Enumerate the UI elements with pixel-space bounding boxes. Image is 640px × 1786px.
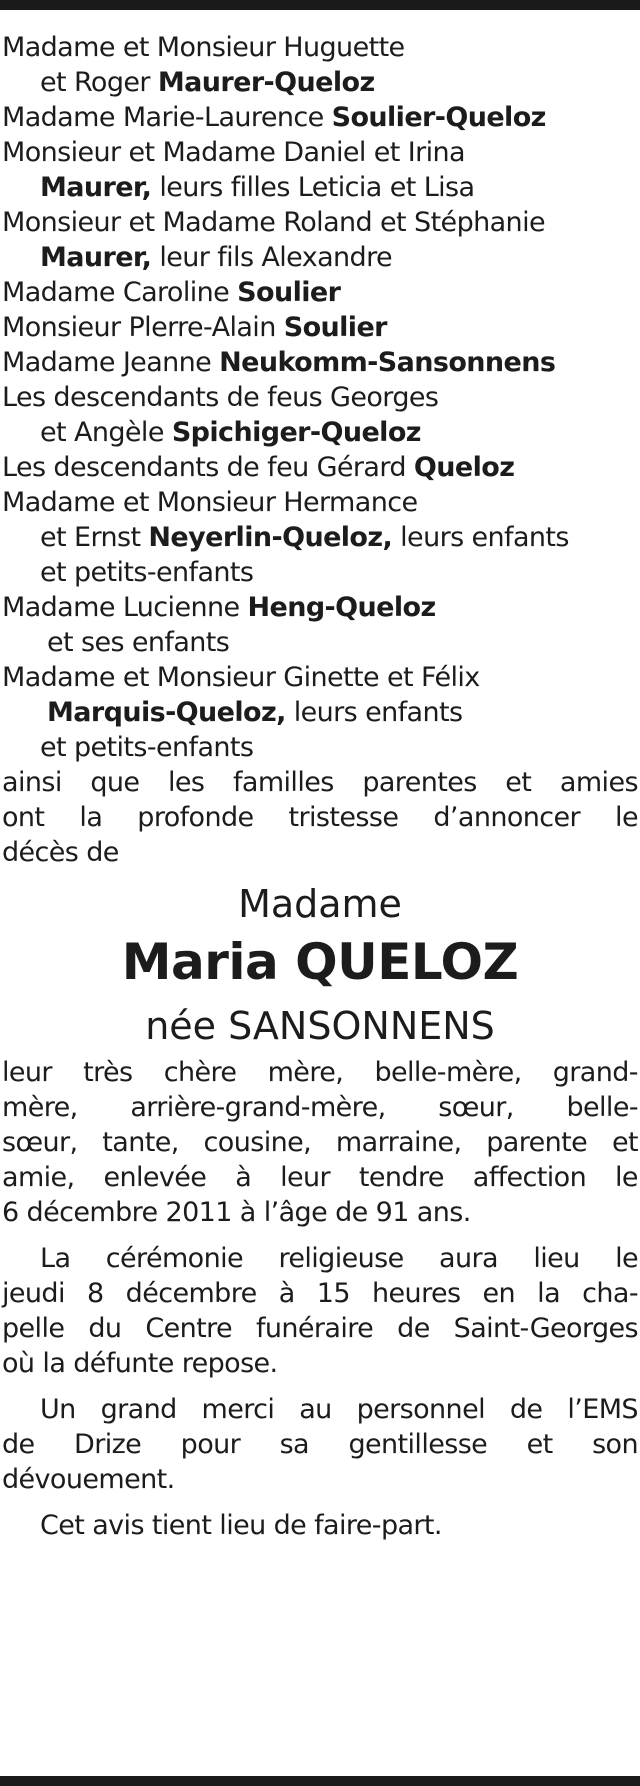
paragraph-line: leur très chère mère, belle-mère, grand- — [2, 1057, 638, 1088]
paragraph-line: La cérémonie religieuse aura lieu le — [40, 1243, 638, 1274]
top-rule — [0, 0, 640, 10]
family-line: Marquis-Queloz, leurs enfants — [47, 697, 463, 728]
deceased-maiden-name: née SANSONNENS — [145, 1004, 495, 1048]
family-line: Monsieur et Madame Roland et Stéphanie — [2, 207, 545, 238]
family-line: et petits-enfants — [40, 732, 254, 763]
announce-line: ont la profonde tristesse d’annoncer le — [2, 802, 638, 833]
family-line: Les descendants de feus Georges — [2, 382, 439, 413]
family-line: Maurer, leurs filles Leticia et Lisa — [40, 172, 475, 203]
family-line: Madame et Monsieur Hermance — [2, 487, 418, 518]
paragraph-line: où la défunte repose. — [2, 1348, 278, 1379]
deceased-name: Maria QUELOZ — [121, 933, 519, 991]
family-line: et Ernst Neyerlin-Queloz, leurs enfants — [40, 522, 569, 553]
family-line: Madame Lucienne Heng-Queloz — [2, 592, 436, 623]
family-line: Madame Caroline Soulier — [2, 277, 341, 308]
paragraph-line: Un grand merci au personnel de l’EMS — [40, 1394, 638, 1425]
family-line: Les descendants de feu Gérard Queloz — [2, 452, 515, 483]
paragraph-line: pelle du Centre funéraire de Saint-Georges — [2, 1313, 638, 1344]
deceased-title: Madame — [238, 882, 402, 926]
announce-line: ainsi que les familles parentes et amies — [2, 767, 638, 798]
paragraph-line: sœur, tante, cousine, marraine, parente et — [2, 1127, 638, 1158]
family-line: Madame Jeanne Neukomm-Sansonnens — [2, 347, 556, 378]
announce-line: décès de — [2, 837, 119, 868]
paragraph-line: mère, arrière-grand-mère, sœur, belle- — [2, 1092, 638, 1123]
family-line: et ses enfants — [47, 627, 230, 658]
closing-line: Cet avis tient lieu de faire-part. — [40, 1510, 442, 1541]
family-line: Madame et Monsieur Ginette et Félix — [2, 662, 480, 693]
family-line: Monsieur et Madame Daniel et Irina — [2, 137, 465, 168]
family-line: Madame et Monsieur Huguette — [2, 32, 405, 63]
paragraph-line: 6 décembre 2011 à l’âge de 91 ans. — [2, 1197, 471, 1228]
paragraph-line: jeudi 8 décembre à 15 heures en la cha- — [2, 1278, 638, 1309]
paragraph-line: de Drize pour sa gentillesse et son — [2, 1429, 638, 1460]
family-line: et Angèle Spichiger-Queloz — [40, 417, 421, 448]
family-line: et petits-enfants — [40, 557, 254, 588]
paragraph-line: dévouement. — [2, 1464, 175, 1495]
family-line: Monsieur Plerre-Alain Soulier — [2, 312, 387, 343]
bottom-rule — [0, 1776, 640, 1786]
family-line: et Roger Maurer-Queloz — [40, 67, 375, 98]
paragraph-line: amie, enlevée à leur tendre affection le — [2, 1162, 638, 1193]
family-line: Maurer, leur fils Alexandre — [40, 242, 392, 273]
family-line: Madame Marie-Laurence Soulier-Queloz — [2, 102, 546, 133]
